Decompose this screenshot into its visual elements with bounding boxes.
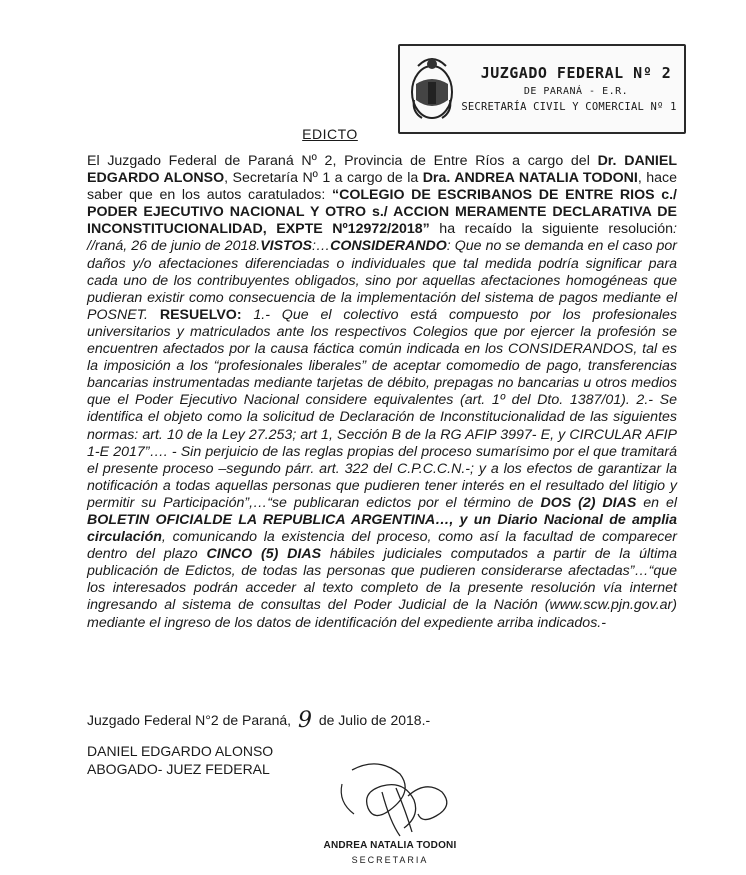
body-text: El Juzgado Federal de Paraná Nº 2, Provincia de Entre Ríos a cargo del xyxy=(87,153,598,169)
handwritten-day: 9 xyxy=(297,708,312,733)
term-days-bold: DOS (2) DIAS xyxy=(540,494,637,511)
body-text: , comunicando la existencia del proceso, como así la facultad de comparecer dentro del plazo xyxy=(87,529,677,563)
national-coat-of-arms-icon xyxy=(408,54,456,122)
dateline-suffix: de Julio de 2018.- xyxy=(318,712,431,728)
judge-name-bold: Dr. DANIEL EDGARDO ALONSO xyxy=(87,153,678,187)
dateline-prefix: Juzgado Federal N°2 de Paraná, xyxy=(87,712,292,728)
closing-text: hábiles judiciales computados a partir de la última publicación de Edictos, de todas las personas que pudieren considerarse afectadas”…“que los interesados podrán acceder al texto completo de la presente resolución vía internet ingresando al sistema de consultas del Poder Judicial de la Nación (www.scw.pjn.gov.ar) mediante el ingreso de los datos de identificación del expediente arriba indicados.- xyxy=(87,546,677,631)
body-text: ha recaído la siguiente resolución xyxy=(429,221,674,238)
signature-role: SECRETARIA xyxy=(351,855,429,865)
stamp-line-secretary: SECRETARÍA CIVIL Y COMERCIAL Nº 1 xyxy=(461,101,677,113)
handwritten-signature-icon xyxy=(330,752,480,842)
court-stamp xyxy=(398,44,686,134)
document-title: EDICTO xyxy=(302,126,358,142)
dateline xyxy=(87,708,430,733)
judge-signature-block xyxy=(87,742,273,778)
judge-title: ABOGADO- JUEZ FEDERAL xyxy=(87,761,270,777)
body-text: :… xyxy=(311,238,331,255)
considerando-label: CONSIDERANDO xyxy=(330,238,447,255)
resuelvo-text: 1.- Que el colectivo está compuesto por los profesionales universitarios y matriculados ante los respectivos Colegios que por ejercer la profesión se encuentren afectados por la causa fáctica común indicada en los CONSIDERANDOS, tal es la imposición a los “profesionales liberales” de aceptar comomedio de pago, transferencias bancarias instrumentadas mediante tarjetas de débito, prepagas no bancarias u otros medios que el Poder Ejecutivo Nacional considere equivalentes (art. 1º del Dto. 1387/01). 2.- Se identifica el objeto como la solicitud de Declaración de Inconstitucionalidad de las siguientes normas: art. 10 de la Ley 27.253; art 1, Sección B de la RG AFIP 3997- E, y CIRCULAR AFIP 1-E 2017”…. - Sin perjuicio de las reglas propias del proceso sumarísimo por el que tramitará el presente proceso –segundo párr. art. 322 del C.P.C.C.N.-; y a los efectos de garantizar la notificación a todas aquellas personas que pudieren tener interés en el resultado del litigio y permitir su Participación”,…“se publicaran edictos por el término de xyxy=(87,306,677,511)
case-caption-bold: “COLEGIO DE ESCRIBANOS DE ENTRE RIOS c./ PODER EJECUTIVO NACIONAL Y OTRO s./ ACCION MERAMENTE DECLARATIVA DE INCONSTITUCIONALIDAD, EXPTE Nº12972/2018” xyxy=(87,187,677,238)
body-text: en el xyxy=(636,494,677,511)
resolution-date: : //raná, 26 de junio de 2018. xyxy=(87,221,677,255)
term-days-bold: CINCO (5) DIAS xyxy=(206,546,322,563)
signature-name: ANDREA NATALIA TODONI xyxy=(323,840,457,851)
publication-bold: BOLETIN OFICIALDE LA REPUBLICA ARGENTINA…, y un Diario Nacional de amplia circulación xyxy=(87,511,677,546)
stamp-line-court: JUZGADO FEDERAL Nº 2 xyxy=(480,64,672,82)
body-text: , hace saber que en los autos caratulados: xyxy=(87,170,677,204)
stamp-line-city: DE PARANÁ - E.R. xyxy=(523,86,629,97)
judge-name: DANIEL EDGARDO ALONSO xyxy=(87,743,274,759)
body-text: , Secretaría Nº 1 a cargo de la xyxy=(224,170,423,187)
vistos-label: VISTOS xyxy=(260,238,312,255)
secretary-name-bold: Dra. ANDREA NATALIA TODONI xyxy=(422,170,638,187)
edict-body xyxy=(87,153,677,632)
resuelvo-label: RESUELVO: xyxy=(159,306,242,323)
considerando-text: : Que no se demanda en el caso por daños y/o afectaciones diferenciadas o individuales que tal medida podría significar para cada uno de los contribuyentes obligados, sino por aquellas afectaciones homogéneas que pudieran existir como consecuencia de la implementación del sistema de pagos mediante el POSNET. xyxy=(87,238,677,323)
